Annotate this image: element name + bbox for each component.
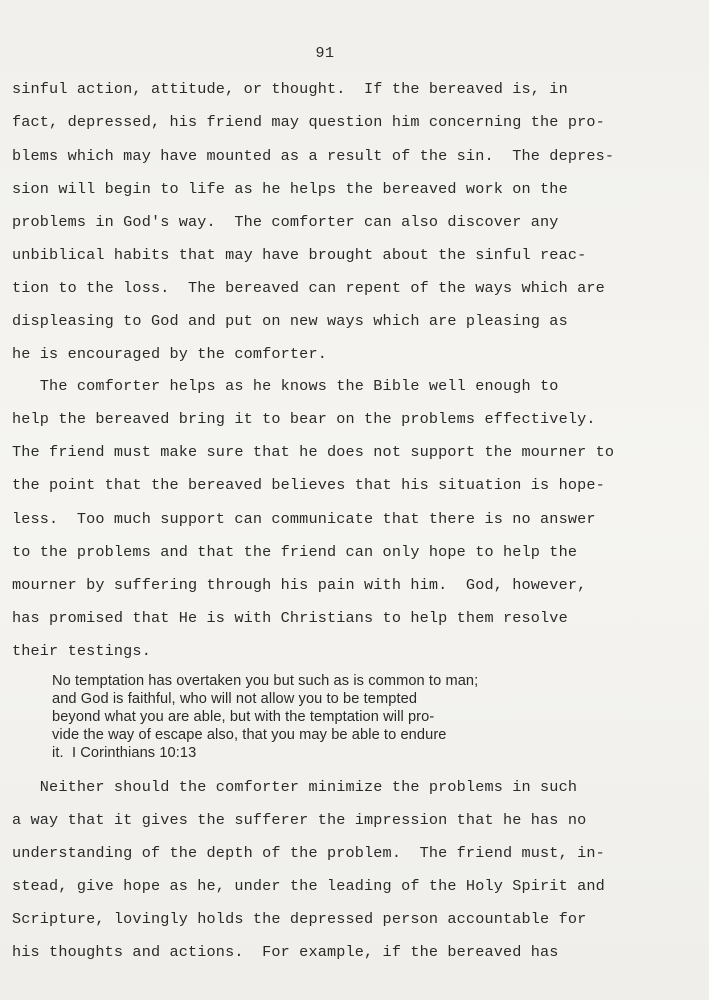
paragraph2-line-8: has promised that He is with Christians to help them resolve [12, 609, 568, 627]
paragraph3-line-2: a way that it gives the sufferer the impression that he has no [12, 811, 587, 829]
paragraph1-line-9: he is encouraged by the comforter. [12, 345, 327, 363]
paragraph2-line-7: mourner by suffering through his pain with him. God, however, [12, 576, 587, 594]
paragraph2-line-9: their testings. [12, 642, 151, 660]
paragraph1-line-2: fact, depressed, his friend may question him concerning the pro- [12, 113, 605, 131]
paragraph3-line-5: Scripture, lovingly holds the depressed person accountable for [12, 910, 587, 928]
page-number: 91 [315, 45, 335, 62]
quote-line-4: vide the way of escape also, that you may be able to endure [52, 727, 447, 743]
quote-line-2: and God is faithful, who will not allow you to be tempted [52, 691, 418, 707]
quote-line-1: No temptation has overtaken you but such as is common to man; [52, 673, 479, 689]
paragraph1-line-3: blems which may have mounted as a result of the sin. The depres- [12, 147, 615, 165]
quote-line-3: beyond what you are able, but with the temptation will pro- [52, 709, 435, 725]
paragraph1-line-7: tion to the loss. The bereaved can repent of the ways which are [12, 279, 605, 297]
paragraph3-line-1: Neither should the comforter minimize the problems in such [12, 778, 578, 796]
paragraph2-line-3: The friend must make sure that he does not support the mourner to [12, 443, 615, 461]
paragraph1-line-5: problems in God's way. The comforter can also discover any [12, 213, 559, 231]
paragraph1-line-6: unbiblical habits that may have brought about the sinful reac- [12, 246, 587, 264]
paragraph1-line-8: displeasing to God and put on new ways which are pleasing as [12, 312, 568, 330]
paragraph2-line-5: less. Too much support can communicate that there is no answer [12, 510, 596, 528]
paragraph2-line-6: to the problems and that the friend can only hope to help the [12, 543, 578, 561]
paragraph1-line-1: sinful action, attitude, or thought. If the bereaved is, in [12, 80, 568, 98]
paragraph1-line-4: sion will begin to life as he helps the bereaved work on the [12, 180, 568, 198]
paragraph2-line-2: help the bereaved bring it to bear on the problems effectively. [12, 410, 596, 428]
quote-line-5: it. I Corinthians 10:13 [52, 745, 197, 761]
paragraph2-line-4: the point that the bereaved believes that his situation is hope- [12, 476, 605, 494]
paragraph3-line-3: understanding of the depth of the problem. The friend must, in- [12, 844, 605, 862]
paragraph3-line-4: stead, give hope as he, under the leading of the Holy Spirit and [12, 877, 605, 895]
paragraph2-line-1: The comforter helps as he knows the Bible well enough to [12, 377, 559, 395]
paragraph3-line-6: his thoughts and actions. For example, if the bereaved has [12, 943, 559, 961]
